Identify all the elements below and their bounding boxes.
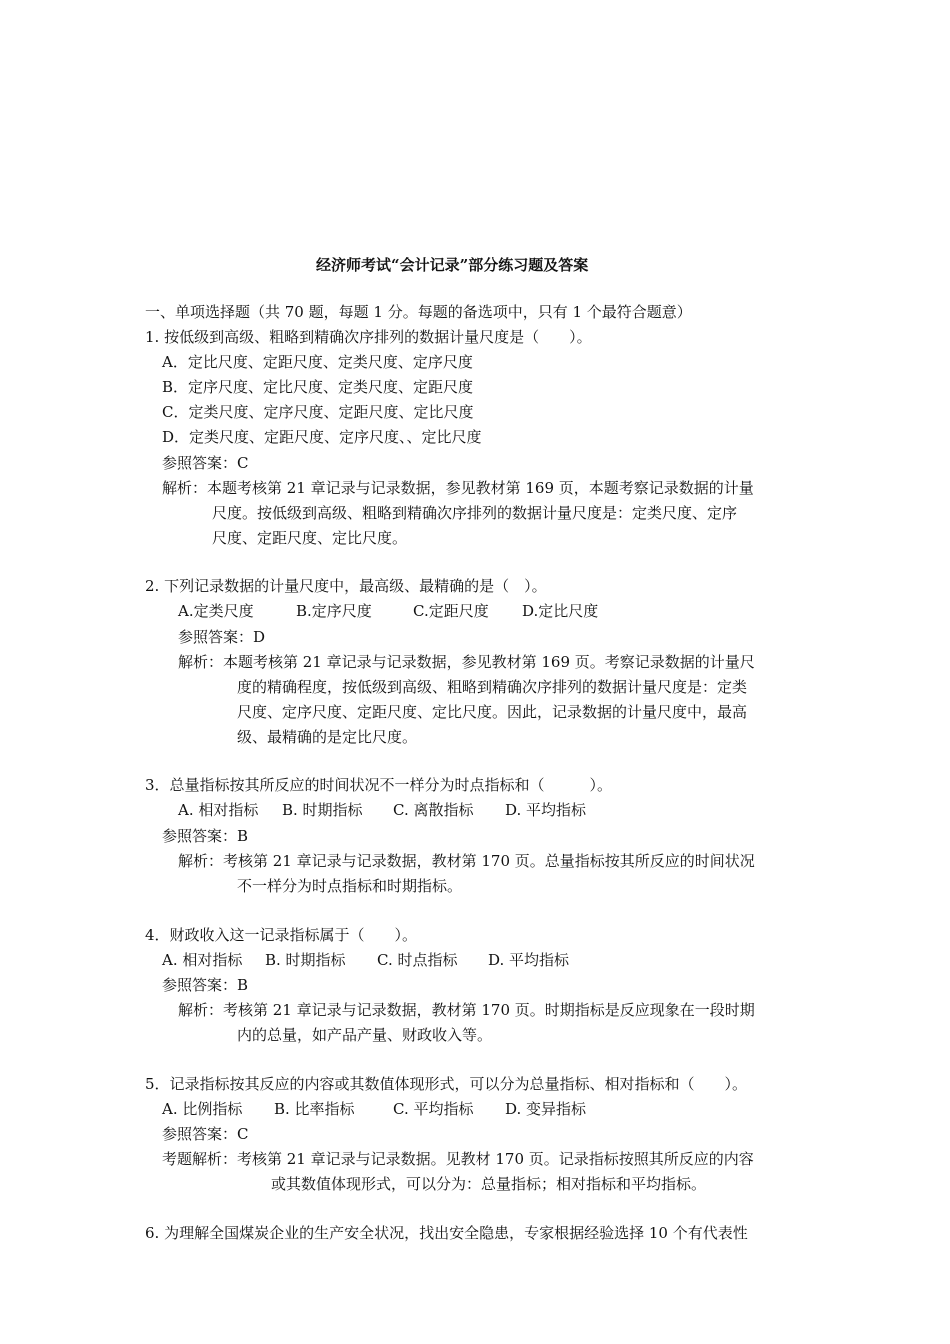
question-5-option-c: C. 平均指标: [393, 1100, 474, 1118]
question-2-option-c: C.定距尺度: [413, 602, 489, 620]
question-2-answer: 参照答案：D: [178, 628, 266, 646]
question-2-stem: 2. 下列记录数据的计量尺度中，最高级、最精确的是（ ）。: [145, 577, 547, 595]
document-title: 经济师考试“会计记录”部分练习题及答案: [316, 256, 589, 274]
question-1-stem: 1. 按低级到高级、粗略到精确次序排列的数据计量尺度是（ ）。: [145, 328, 592, 346]
question-1-analysis-line-2: 尺度。按低级到高级、粗略到精确次序排列的数据计量尺度是：定类尺度、定序: [212, 504, 738, 522]
question-4-stem: 4．财政收入这一记录指标属于（ ）。: [145, 926, 418, 944]
question-2-option-b: B.定序尺度: [296, 602, 372, 620]
question-5-stem: 5．记录指标按其反应的内容或其数值体现形式，可以分为总量指标、相对指标和（ ）。: [145, 1075, 748, 1093]
question-3-option-c: C. 离散指标: [393, 801, 474, 819]
question-1-analysis-line-3: 尺度、定距尺度、定比尺度。: [212, 529, 408, 547]
question-2-option-a: A.定类尺度: [178, 602, 254, 620]
question-1-analysis-line-1: 解析：本题考核第 21 章记录与记录数据，参见教材第 169 页，本题考察记录数据的计量: [162, 479, 754, 497]
question-3-stem: 3．总量指标按其所反应的时间状况不一样分为时点指标和（ ）。: [145, 776, 613, 794]
question-5-analysis-line-1: 考题解析：考核第 21 章记录与记录数据。见教材 170 页。记录指标按照其所反应的内容: [162, 1150, 754, 1168]
question-3-option-b: B. 时期指标: [282, 801, 363, 819]
question-4-answer: 参照答案：B: [162, 976, 249, 994]
question-4-option-b: B. 时期指标: [265, 951, 346, 969]
question-1-option-b: B．定序尺度、定比尺度、定类尺度、定距尺度: [162, 378, 474, 396]
question-2-analysis-line-1: 解析：本题考核第 21 章记录与记录数据，参见教材第 169 页。考察记录数据的计量尺: [178, 653, 755, 671]
question-2-analysis-line-4: 级、最精确的是定比尺度。: [237, 728, 418, 746]
question-5-answer: 参照答案：C: [162, 1125, 249, 1143]
question-2-analysis-line-3: 尺度、定序尺度、定距尺度、定比尺度。因此，记录数据的计量尺度中，最高: [237, 703, 748, 721]
question-1-option-c: C．定类尺度、定序尺度、定距尺度、定比尺度: [162, 403, 474, 421]
question-5-option-d: D. 变异指标: [505, 1100, 587, 1118]
question-1-option-a: A．定比尺度、定距尺度、定类尺度、定序尺度: [162, 353, 473, 371]
question-4-option-c: C. 时点指标: [377, 951, 458, 969]
question-1-answer: 参照答案：C: [162, 454, 249, 472]
question-4-option-d: D. 平均指标: [488, 951, 570, 969]
question-1-option-d: D．定类尺度、定距尺度、定序尺度、、定比尺度: [162, 428, 482, 446]
question-5-analysis-line-2: 或其数值体现形式，可以分为：总量指标；相对指标和平均指标。: [271, 1175, 707, 1193]
question-4-analysis-line-1: 解析：考核第 21 章记录与记录数据，教材第 170 页。时期指标是反应现象在一段时期: [178, 1001, 755, 1019]
question-4-option-a: A. 相对指标: [162, 951, 243, 969]
section-heading: 一、单项选择题（共 70 题，每题 1 分。每题的备选项中，只有 1 个最符合题意）: [145, 303, 692, 321]
question-2-analysis-line-2: 度的精确程度，按低级到高级、粗略到精确次序排列的数据计量尺度是：定类: [237, 678, 748, 696]
question-3-option-a: A. 相对指标: [178, 801, 259, 819]
question-3-option-d: D. 平均指标: [505, 801, 587, 819]
question-5-option-b: B. 比率指标: [274, 1100, 355, 1118]
question-4-analysis-line-2: 内的总量，如产品产量、财政收入等。: [237, 1026, 493, 1044]
question-3-answer: 参照答案：B: [162, 827, 249, 845]
question-6-stem: 6. 为理解全国煤炭企业的生产安全状况，找出安全隐患，专家根据经验选择 10 个有代表性: [145, 1224, 748, 1242]
question-2-option-d: D.定比尺度: [522, 602, 599, 620]
question-5-option-a: A. 比例指标: [162, 1100, 243, 1118]
question-3-analysis-line-1: 解析：考核第 21 章记录与记录数据，教材第 170 页。总量指标按其所反应的时间状况: [178, 852, 755, 870]
question-3-analysis-line-2: 不一样分为时点指标和时期指标。: [237, 877, 463, 895]
